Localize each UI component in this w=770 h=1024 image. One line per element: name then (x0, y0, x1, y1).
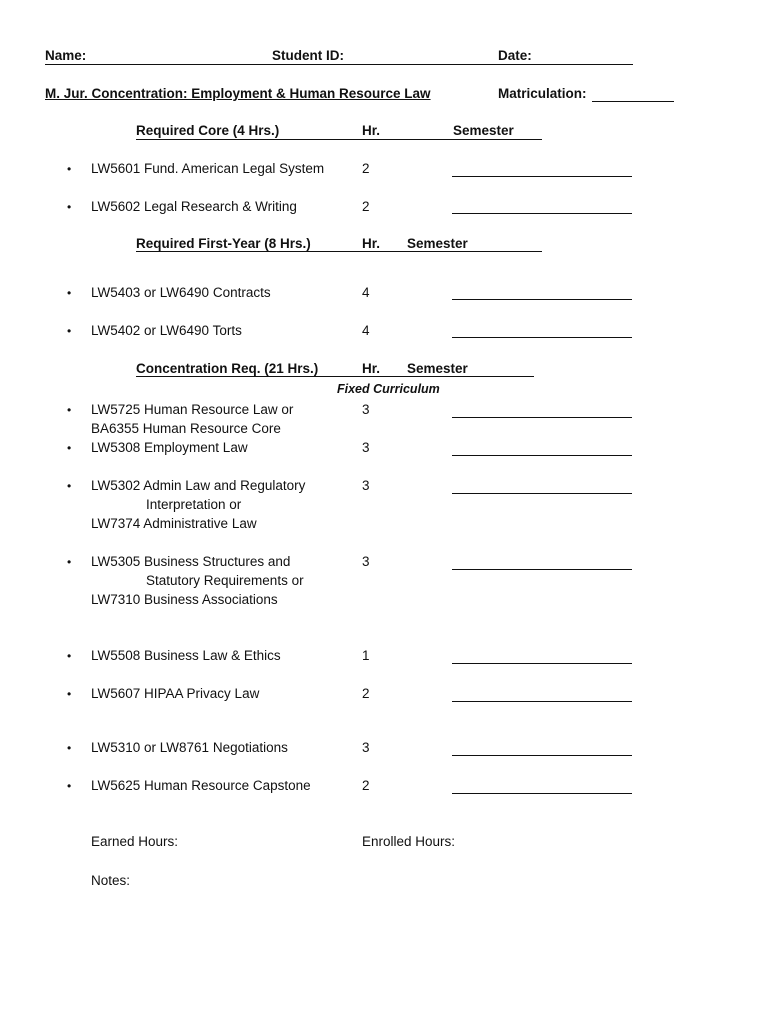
hr-header: Hr. (362, 361, 381, 376)
course-item-cont: LW7310 Business Associations (91, 592, 278, 607)
semester-blank (452, 663, 632, 664)
bullet: • (67, 403, 72, 417)
semester-blank (452, 701, 632, 702)
student-id-label: Student ID: (272, 48, 344, 63)
matriculation-blank (592, 101, 674, 102)
course-item: LW5607 HIPAA Privacy Law (91, 686, 260, 701)
section-underline (136, 376, 534, 377)
bullet: • (67, 479, 72, 493)
course-hours: 4 (362, 323, 370, 338)
semester-header: Semester (453, 123, 514, 138)
course-item: LW5308 Employment Law (91, 440, 248, 455)
bullet: • (67, 741, 72, 755)
bullet: • (67, 162, 72, 176)
course-hours: 3 (362, 440, 370, 455)
section-required-first-year: Required First-Year (8 Hrs.) (136, 236, 311, 251)
semester-blank (452, 337, 632, 338)
course-item: LW5305 Business Structures and (91, 554, 291, 569)
course-item: LW5402 or LW6490 Torts (91, 323, 242, 338)
semester-blank (452, 299, 632, 300)
course-item: LW5302 Admin Law and Regulatory (91, 478, 306, 493)
semester-blank (452, 455, 632, 456)
bullet: • (67, 200, 72, 214)
course-hours: 2 (362, 686, 370, 701)
course-item-cont: Statutory Requirements or (146, 573, 304, 588)
earned-hours-label: Earned Hours: (91, 834, 179, 849)
semester-header: Semester (407, 361, 468, 376)
course-hours: 1 (362, 648, 370, 663)
course-item-cont: LW7374 Administrative Law (91, 516, 257, 531)
date-label: Date: (498, 48, 532, 63)
semester-blank (452, 755, 632, 756)
course-hours: 3 (362, 554, 370, 569)
course-item: LW5625 Human Resource Capstone (91, 778, 311, 793)
course-hours: 2 (362, 161, 370, 176)
semester-blank (452, 176, 632, 177)
course-hours: 2 (362, 778, 370, 793)
course-item: LW5310 or LW8761 Negotiations (91, 740, 288, 755)
enrolled-hours-label: Enrolled Hours: (362, 834, 456, 849)
bullet: • (67, 441, 72, 455)
concentration-title: M. Jur. Concentration: Employment & Human Resource Law (45, 86, 431, 101)
course-hours: 4 (362, 285, 370, 300)
course-item: LW5403 or LW6490 Contracts (91, 285, 271, 300)
bullet: • (67, 649, 72, 663)
notes-label: Notes: (91, 873, 131, 888)
course-item: LW5602 Legal Research & Writing (91, 199, 297, 214)
bullet: • (67, 324, 72, 338)
bullet: • (67, 687, 72, 701)
matriculation-label: Matriculation: (498, 86, 587, 101)
course-hours: 3 (362, 478, 370, 493)
course-hours: 3 (362, 740, 370, 755)
section-underline (136, 139, 542, 140)
course-hours: 2 (362, 199, 370, 214)
hr-header: Hr. (362, 123, 381, 138)
semester-blank (452, 493, 632, 494)
header-underline (45, 64, 633, 65)
bullet: • (67, 286, 72, 300)
semester-blank (452, 213, 632, 214)
bullet: • (67, 555, 72, 569)
course-item: LW5601 Fund. American Legal System (91, 161, 325, 176)
section-required-core: Required Core (4 Hrs.) (136, 123, 280, 138)
course-hours: 3 (362, 402, 370, 417)
bullet: • (67, 779, 72, 793)
course-item-cont: Interpretation or (146, 497, 242, 512)
semester-blank (452, 417, 632, 418)
semester-blank (452, 793, 632, 794)
fixed-curriculum-note: Fixed Curriculum (337, 382, 440, 396)
section-underline (136, 251, 542, 252)
course-item-cont: BA6355 Human Resource Core (91, 421, 281, 436)
name-label: Name: (45, 48, 87, 63)
hr-header: Hr. (362, 236, 381, 251)
course-item: LW5725 Human Resource Law or (91, 402, 294, 417)
semester-header: Semester (407, 236, 468, 251)
course-item: LW5508 Business Law & Ethics (91, 648, 281, 663)
semester-blank (452, 569, 632, 570)
section-concentration-req: Concentration Req. (21 Hrs.) (136, 361, 319, 376)
